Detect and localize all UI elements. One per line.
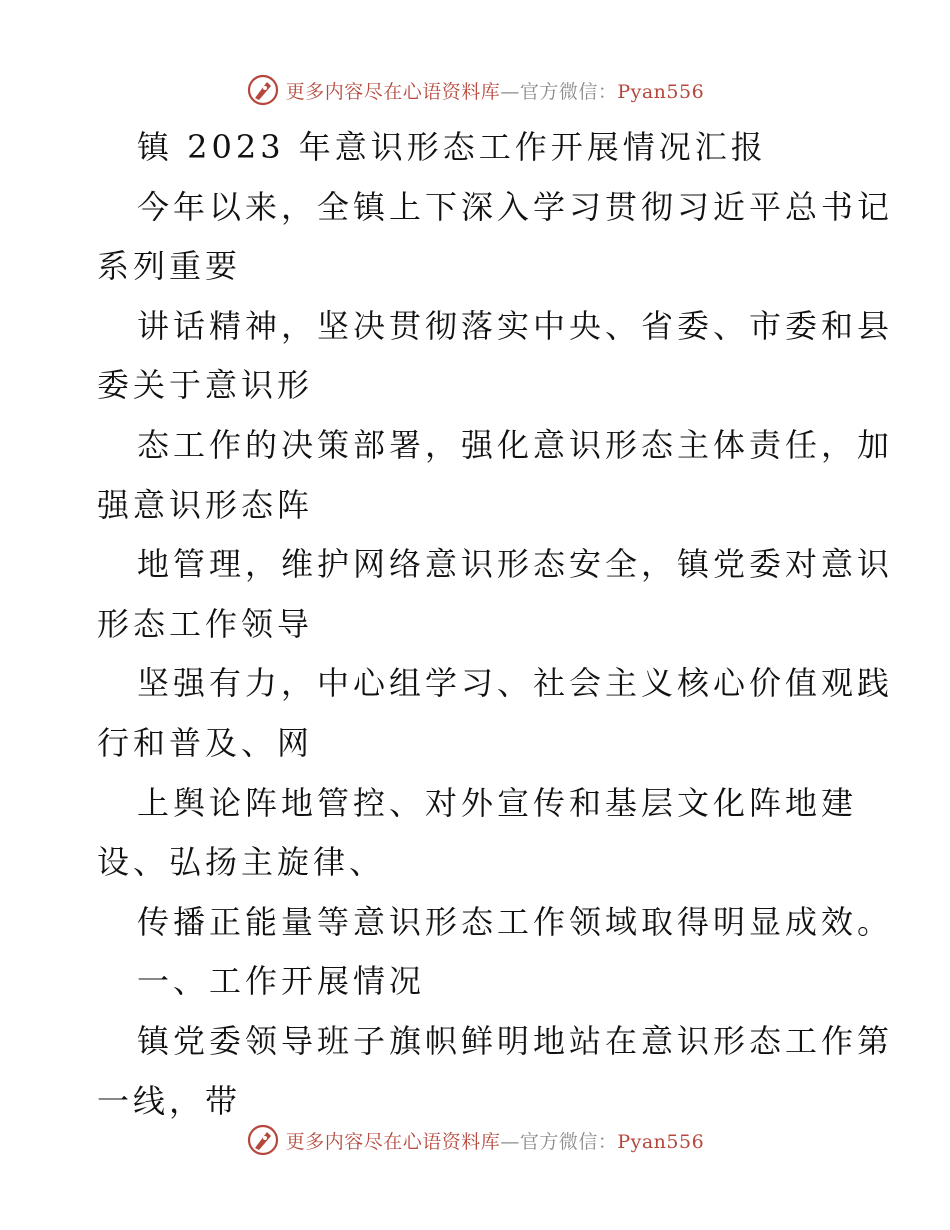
paragraph-line: 坚强有力，中心组学习、社会主义核心价值观践 bbox=[137, 664, 894, 703]
paragraph-line: 形态工作领导 bbox=[97, 604, 314, 643]
paragraph-line: 讲话精神，坚决贯彻落实中央、省委、市委和县 bbox=[137, 306, 894, 345]
paragraph-line: 态工作的决策部署，强化意识形态主体责任，加 bbox=[137, 425, 894, 464]
section-heading: 一、工作开展情况 bbox=[137, 962, 426, 1001]
paragraph-line: 一线，带 bbox=[97, 1081, 242, 1120]
watermark-footer bbox=[0, 1120, 950, 1160]
paragraph-line: 系列重要 bbox=[97, 247, 242, 286]
paragraph-line: 地管理，维护网络意识形态安全，镇党委对意识 bbox=[137, 545, 894, 584]
paragraph-line: 传播正能量等意识形态工作领域取得明显成效。 bbox=[137, 902, 894, 941]
paragraph-line: 今年以来，全镇上下深入学习贯彻习近平总书记 bbox=[137, 187, 894, 226]
watermark-text: 更多内容尽在心语资料库—官方微信：Pyan556 bbox=[285, 80, 705, 103]
pen-nib-logo-icon bbox=[246, 73, 280, 107]
paragraph-line: 行和普及、网 bbox=[97, 723, 314, 762]
document-body bbox=[97, 118, 894, 1131]
paragraph-line: 强意识形态阵 bbox=[97, 485, 314, 524]
paragraph-line: 委关于意识形 bbox=[97, 366, 314, 405]
watermark-header bbox=[0, 70, 950, 110]
pen-nib-logo-icon bbox=[246, 1123, 280, 1157]
paragraph-line: 上舆论阵地管控、对外宣传和基层文化阵地建 bbox=[137, 783, 858, 822]
paragraph-line: 镇党委领导班子旗帜鲜明地站在意识形态工作第 bbox=[137, 1021, 894, 1060]
watermark-text: 更多内容尽在心语资料库—官方微信：Pyan556 bbox=[285, 1130, 705, 1153]
document-title: 镇 2023 年意识形态工作开展情况汇报 bbox=[137, 128, 767, 166]
paragraph-line: 设、弘扬主旋律、 bbox=[97, 843, 386, 882]
